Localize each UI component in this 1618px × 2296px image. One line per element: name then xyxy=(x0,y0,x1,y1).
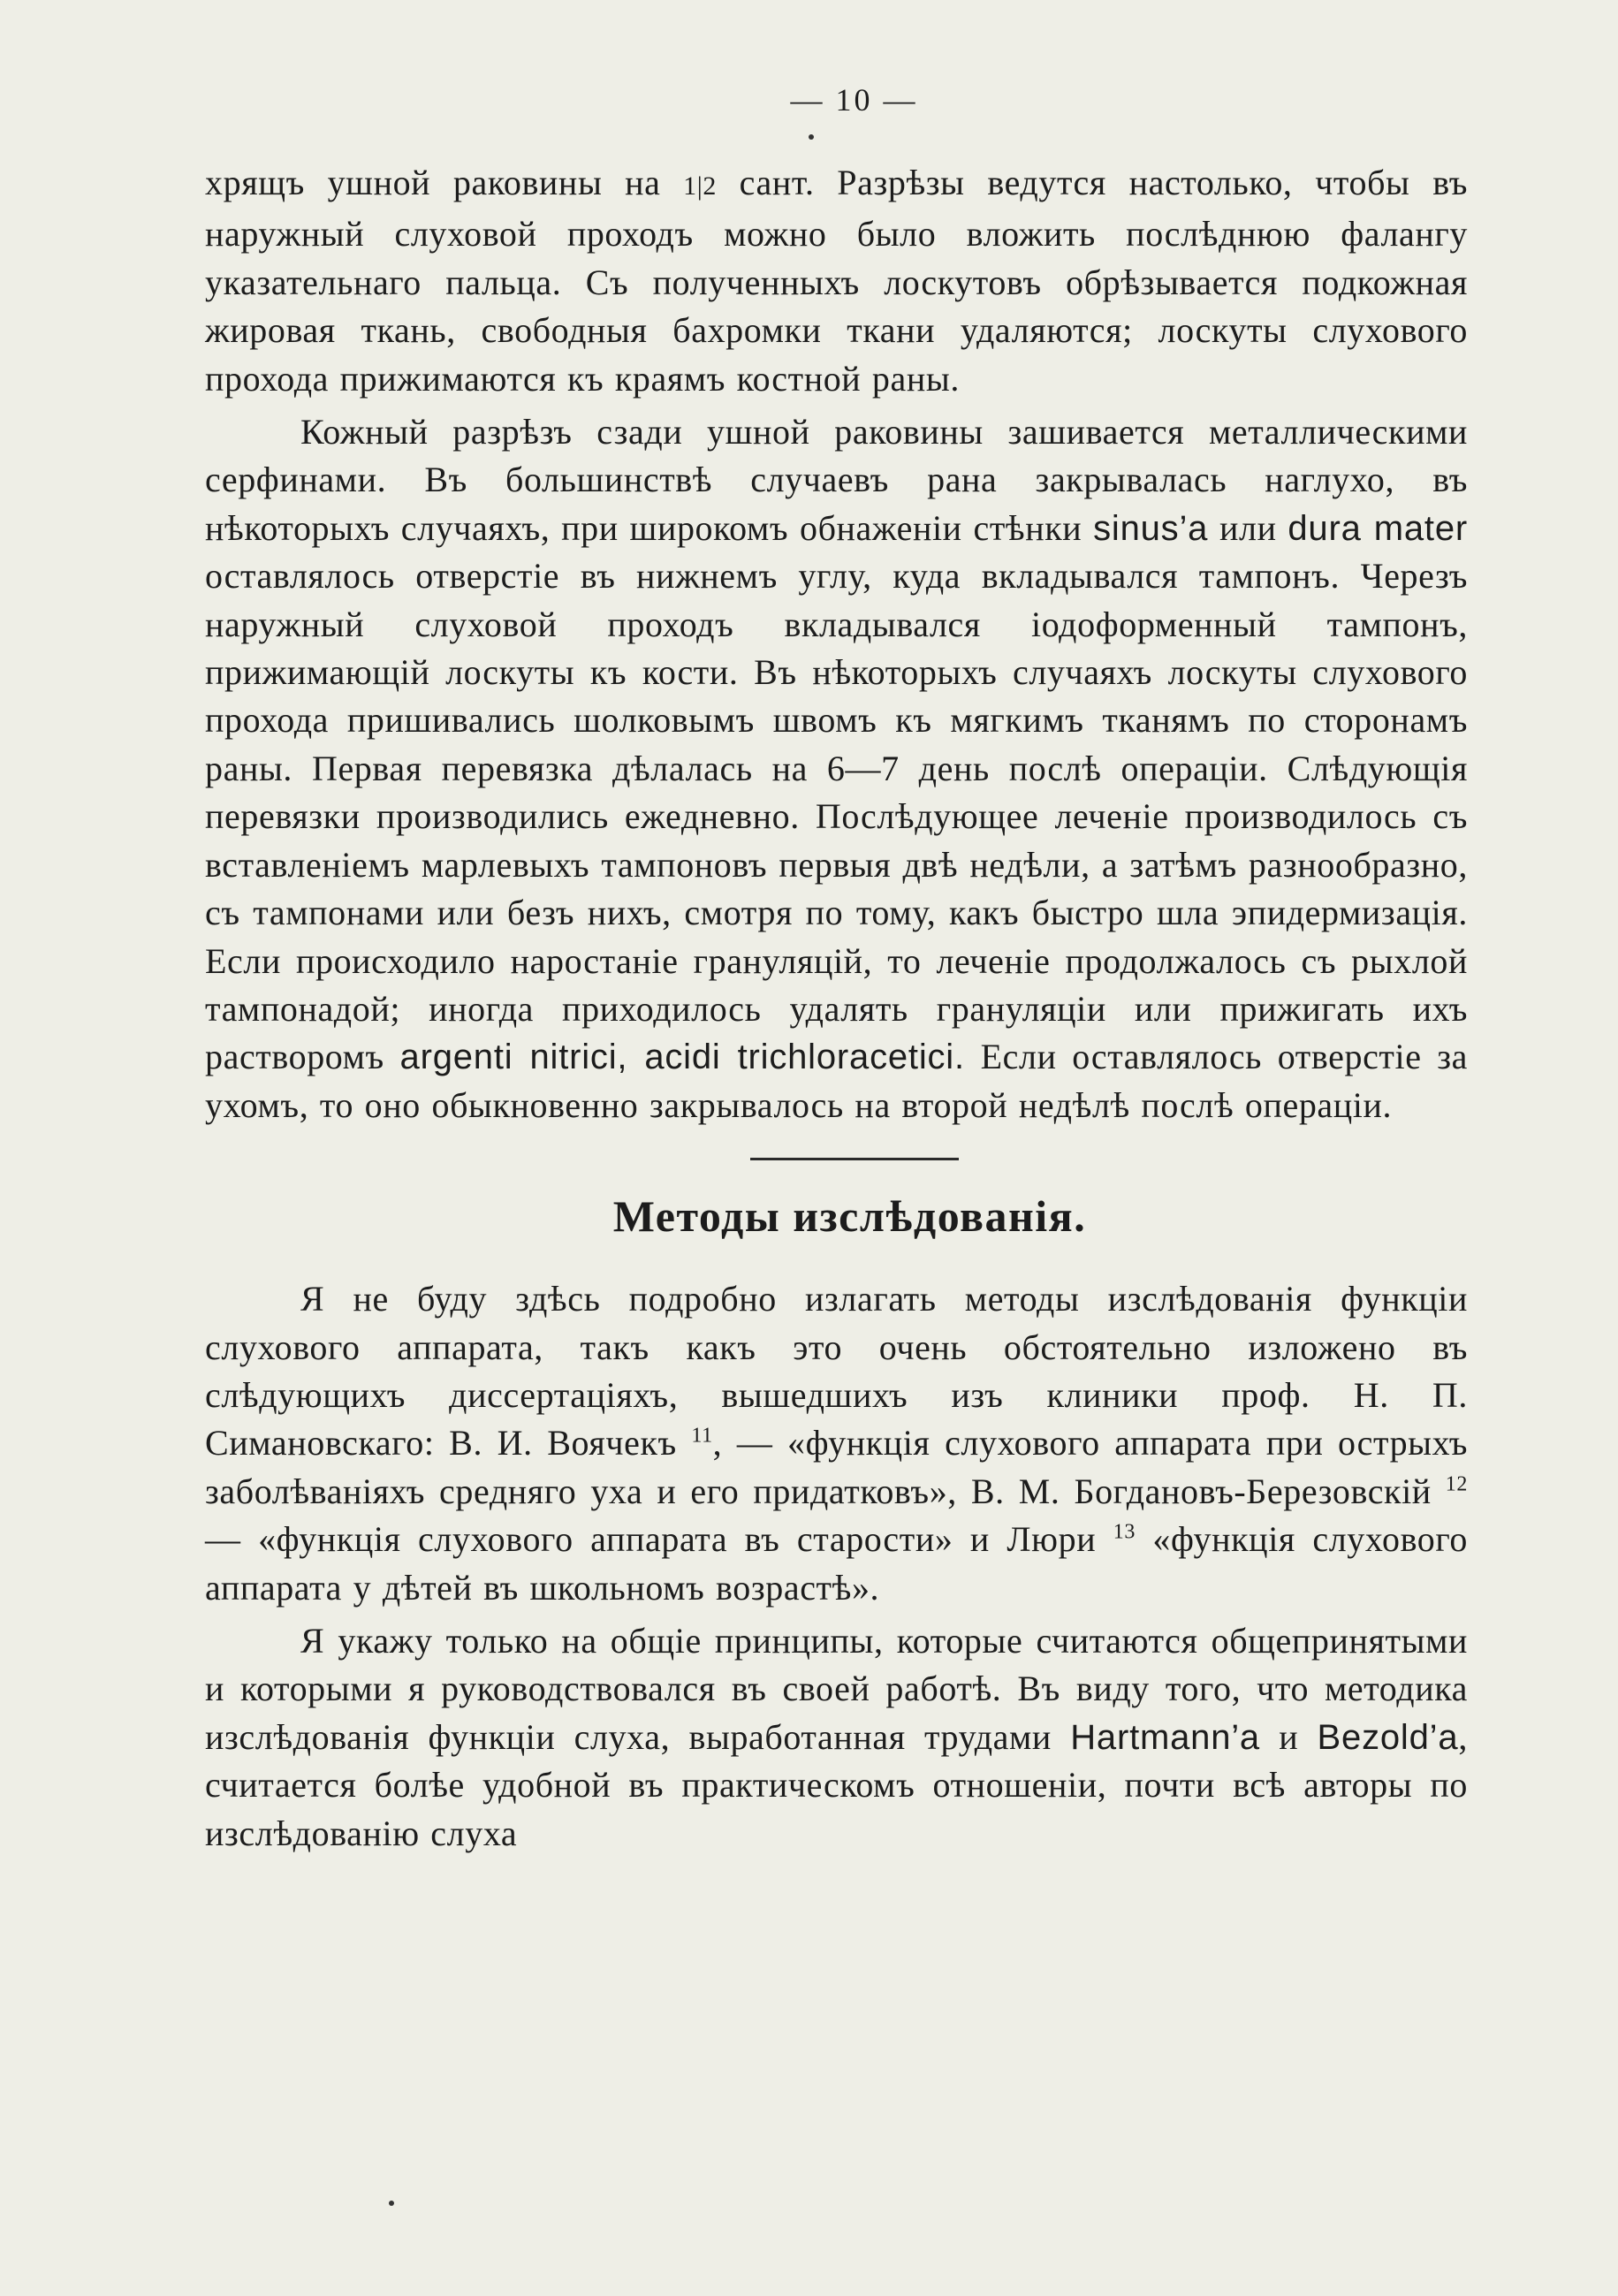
section-heading: Методы изслѣдованія. xyxy=(612,1191,1087,1242)
paragraph-text: Я не буду здѣсь подробно излагать методы изслѣдованія функціи слухового аппарата, такъ какъ это очень обстоятельно изложено въ слѣдующихъ диссертаціяхъ, вышедшихъ изъ клиники проф. Н. П. Симановскаго: В. И. Воячекъ xyxy=(205,1279,1468,1464)
latin-term: dura mater xyxy=(1288,508,1468,548)
paragraph-text: «функція слухового аппарата у дѣтей въ школьномъ возрастѣ». xyxy=(205,1519,1469,1608)
latin-term: sinus’a xyxy=(1093,508,1209,548)
paragraph-text: Если оставлялось отверстіе за ухомъ, то оно обыкновенно закрывалось на второй недѣлѣ послѣ операціи. xyxy=(205,1037,1469,1125)
paragraph-text: , считается болѣе удобной въ практическомъ отношеніи, почти всѣ авторы по изслѣдованію слуха xyxy=(205,1716,1468,1853)
paragraph-text: Кожный разрѣзъ сзади ушной раковины зашивается металлическими серфинами. Въ большинствѣ случаевъ рана закрывалась наглухо, въ нѣкоторыхъ случаяхъ, при широкомъ обнаженіи стѣнки xyxy=(205,412,1468,548)
print-speck xyxy=(389,2201,394,2206)
latin-term: Bezold’a xyxy=(1317,1717,1459,1757)
latin-term: argenti nitrici, acidi trichloracetici. xyxy=(399,1038,965,1077)
paragraph-research-methods xyxy=(205,1275,1468,1612)
paragraph-text: и xyxy=(1259,1716,1318,1757)
paragraph-text: Я укажу только на общіе принципы, которые считаются общепринятыми и которыми я руководствовался въ своей работѣ. Въ виду того, что методика изслѣдованія функціи слуха, выработанная трудами xyxy=(205,1620,1468,1757)
paragraph-text: — «функція слухового аппарата въ старости» и Люри xyxy=(205,1519,1113,1560)
footnote-ref: 11 xyxy=(691,1425,713,1448)
print-speck xyxy=(809,134,814,140)
paragraph-text: оставлялось отверстіе въ нижнемъ углу, куда вкладывался тампонъ. Черезъ наружный слуховой проходъ вкладывался іодоформенный тампонъ, прижимающій лоскуты къ кости. Въ нѣкоторыхъ случаяхъ лоскуты слухового прохода пришивались шолковымъ швомъ къ мягкимъ тканямъ по сторонамъ раны. Первая перевязка дѣлалась на 6—7 день послѣ операціи. Слѣдующія перевязки производились ежедневно. Послѣдующее леченіе производилось съ вставленіемъ марлевыхъ тампоновъ первыя двѣ недѣли, а затѣмъ разнообразно, съ тампонами или безъ нихъ, смотря по тому, какъ быстро шла эпидермизація. Если происходило наростаніе грануляцій, то леченіе продолжалось съ рыхлой тампонадой; иногда приходилось удалять грануляціи или прижигать ихъ растворомъ xyxy=(205,556,1468,1077)
paragraph-surgery-incisions xyxy=(205,159,1468,403)
paragraph-wound-closure xyxy=(205,408,1468,1129)
paragraph-text: или xyxy=(1208,507,1288,548)
footnote-ref: 12 xyxy=(1445,1472,1468,1496)
section-divider xyxy=(750,1158,959,1160)
paragraph-general-principles xyxy=(205,1617,1468,1858)
paragraph-text: , — «функція слухового аппарата при острыхъ заболѣваніяхъ средняго уха и его придатковъ», В. М. Богдановъ-Березовскій xyxy=(205,1423,1468,1511)
paragraph-text: сант. Разрѣзы ведутся настолько, чтобы въ наружный слуховой проходъ можно было вложить послѣднюю фалангу указательнаго пальца. Съ полученныхъ лоскутовъ обрѣзывается подкожная жировая ткань, свободныя бахромки ткани удаляются; лоскуты слухового прохода прижимаются къ краямъ костной раны. xyxy=(205,163,1468,399)
footnote-ref: 13 xyxy=(1113,1520,1136,1544)
latin-term: Hartmann’a xyxy=(1070,1717,1260,1757)
paragraph-text: хрящъ ушной раковины на xyxy=(205,163,684,202)
fraction-half: 1|2 xyxy=(683,171,717,201)
page-number: — 10 — xyxy=(790,82,918,118)
